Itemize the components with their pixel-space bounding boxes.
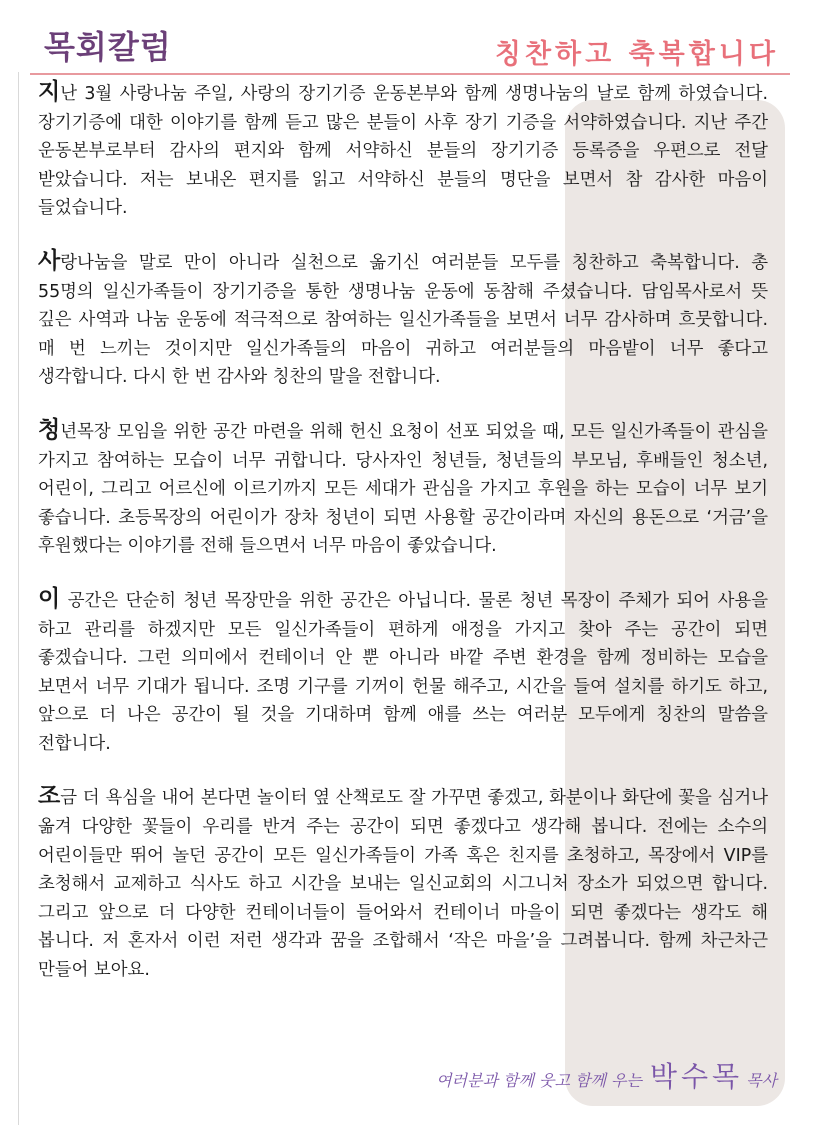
author-name: 박수목: [649, 1060, 744, 1093]
paragraph-1: [38, 78, 768, 223]
paragraph-initial: 청: [38, 416, 61, 443]
paragraph-3: [38, 416, 768, 561]
paragraph-text: 난 3월 사랑나눔 주일, 사랑의 장기기증 운동본부와 함께 생명나눔의 날로 함께 하였습니다. 장기기증에 대한 이야기를 함께 듣고 많은 분들이 사후 장기 기증을 서약하였습니다. 지난 주간 운동본부로부터 감사의 편지와 함께 서약하신 분들의 장기기증 등록증을 우편으로 전달 받았습니다. 저는 보내온 편지를 읽고 서약하신 분들의 명단을 보면서 참 감사한 마음이 들었습니다.: [38, 84, 768, 219]
paragraph-text: 공간은 단순히 청년 목장만을 위한 공간은 아닙니다. 물론 청년 목장이 주체가 되어 사용을 하고 관리를 하겠지만 모든 일신가족들이 편하게 애정을 가지고 찾아 주는 공간이 되면 좋겠습니다. 그런 의미에서 컨테이너 안 뿐 아니라 바깥 주변 환경을 함께 정비하는 모습을 보면서 너무 기대가 됩니다. 조명 기구를 기꺼이 헌물 해주고, 시간을 들여 설치를 하기도 하고, 앞으로 더 나은 공간이 될 것을 기대하며 함께 애를 쓰는 여러분 모두에게 칭찬의 말씀을 전합니다.: [38, 590, 768, 754]
paragraph-initial: 사: [38, 247, 61, 274]
header-divider: [30, 73, 790, 75]
paragraph-text: 년목장 모임을 위한 공간 마련을 위해 헌신 요청이 선포 되었을 때, 모든 일신가족들이 관심을 가지고 참여하는 모습이 너무 귀합니다. 당사자인 청년들, 청년들의 부모님, 후배들인 청소년, 어린이, 그리고 어르신에 이르기까지 모든 세대가 관심을 가지고 후원을 하는 모습이 너무 보기 좋습니다. 초등목장의 어린이가 장차 청년이 되면 사용할 공간이라며 자신의 용돈으로 ‘거금’을 후원했다는 이야기를 전해 들으면서 너무 마음이 좋았습니다.: [38, 421, 768, 557]
paragraph-5: [38, 782, 768, 984]
signature-prefix: 여러분과 함께 웃고 함께 우는: [436, 1071, 642, 1090]
page-subtitle: 칭찬하고 축복합니다: [494, 39, 779, 70]
paragraph-initial: 이: [38, 585, 61, 612]
paragraph-initial: 조: [38, 783, 61, 810]
column-body: [38, 78, 768, 1009]
paragraph-4: [38, 585, 768, 759]
paragraph-initial: 지: [38, 79, 61, 105]
author-title: 목사: [746, 1071, 777, 1090]
left-margin-rule: [18, 72, 19, 1125]
paragraph-text: 랑나눔을 말로 만이 아니라 실천으로 옮기신 여러분들 모두를 칭찬하고 축복합니다. 총 55명의 일신가족들이 장기기증을 통한 생명나눔 운동에 동참해 주셨습니다. 담임목사로서 뜻 깊은 사역과 나눔 운동에 적극적으로 참여하는 일신가족들을 보면서 너무 감사하며 흐뭇합니다. 매 번 느끼는 것이지만 일신가족들의 마음이 귀하고 여러분들의 마음밭이 너무 좋다고 생각합니다. 다시 한 번 감사와 칭찬의 말을 전합니다.: [38, 252, 768, 388]
page-title: 목회칼럼: [44, 28, 172, 66]
author-signature: [436, 1055, 777, 1095]
paragraph-2: [38, 247, 768, 392]
paragraph-text: 금 더 욕심을 내어 본다면 놀이터 옆 산책로도 잘 가꾸면 좋겠고, 화분이나 화단에 꽃을 심거나 옮겨 다양한 꽃들이 우리를 반겨 주는 공간이 되면 좋겠다고 생각해 봅니다. 전에는 소수의 어린이들만 뛰어 놀던 공간이 모든 일신가족들이 가족 혹은 친지를 초청하고, 목장에서 VIP를 초청해서 교제하고 식사도 하고 시간을 보내는 일신교회의 시그니처 장소가 되었으면 합니다. 그리고 앞으로 더 다양한 컨테이너들이 들어와서 컨테이너 마을이 되면 좋겠다는 생각도 해 봅니다. 저 혼자서 이런 저런 생각과 꿈을 조합해서 ‘작은 마을’을 그려봅니다. 함께 차근차근 만들어 보아요.: [38, 788, 768, 981]
